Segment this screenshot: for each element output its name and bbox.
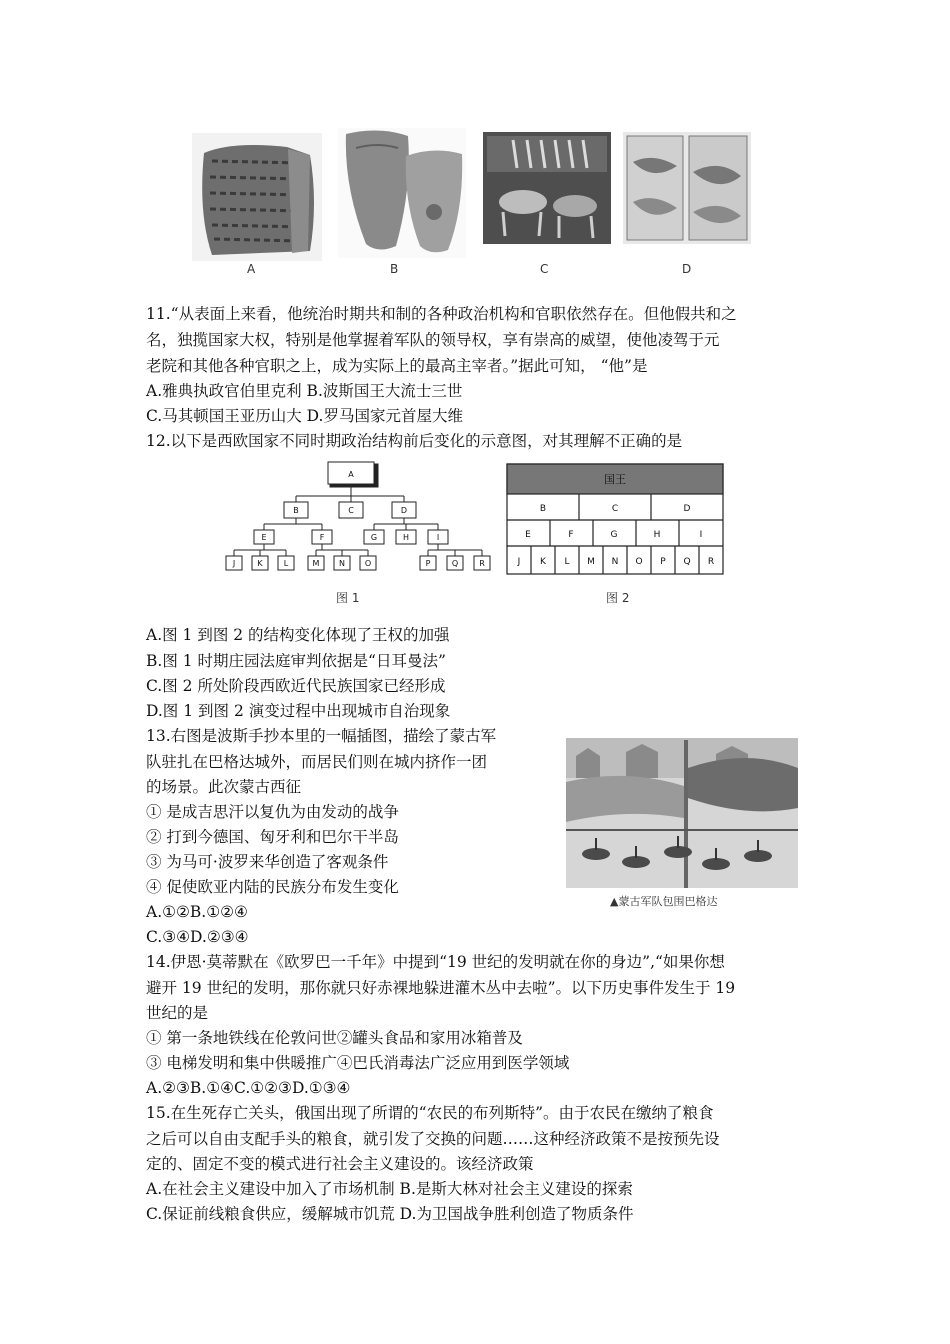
fig1-node-c: C: [348, 506, 354, 515]
fig2-node-h: H: [653, 530, 661, 540]
fig1-node-p: P: [425, 559, 431, 568]
q14-options: A.②③B.①④C.①②③D.①③④: [146, 1079, 351, 1097]
image-a-label: A: [247, 262, 256, 276]
q12-option-a: A.图 1 到图 2 的结构变化体现了王权的加强: [146, 626, 450, 644]
q14-item-1: ① 第一条地铁线在伦敦问世②罐头食品和家用冰箱普及: [146, 1029, 523, 1047]
q12-figure-2-table: [506, 463, 724, 575]
q15-option-cd: C.保证前线粮食供应，缓解城市饥荒 D.为卫国战争胜利创造了物质条件: [146, 1205, 634, 1223]
q12-option-b: B.图 1 时期庄园法庭审判依据是“日耳曼法”: [146, 652, 446, 670]
q13-option-ab: A.①②B.①②④: [146, 903, 248, 921]
fig2-node-p: P: [660, 557, 666, 567]
fig1-node-l: L: [283, 559, 289, 568]
q13-line-1: 13.右图是波斯手抄本里的一幅插图，描绘了蒙古军: [146, 727, 497, 745]
q13-option-cd: C.③④D.②③④: [146, 928, 249, 946]
fig1-node-a: A: [348, 470, 354, 479]
q14-line-2: 避开 19 世纪的发明，那你就只好赤裸地躲进灌木丛中去啦”。以下历史事件发生于 19: [146, 979, 736, 997]
fig2-node-l: L: [564, 557, 570, 567]
q13-item-1: ① 是成吉思汗以复仇为由发动的战争: [146, 803, 399, 821]
q12-stem: 12.以下是西欧国家不同时期政治结构前后变化的示意图，对其理解不正确的是: [146, 432, 683, 450]
fig1-node-e: E: [261, 533, 267, 542]
image-d-painting: [623, 132, 751, 244]
q11-line-1: 11.“从表面上来看，他统治时期共和制的各种政治机构和官职依然存在。但他假共和之: [146, 305, 737, 323]
fig1-node-k: K: [257, 559, 263, 568]
q12-option-c: C.图 2 所处阶段西欧近代民族国家已经形成: [146, 677, 446, 695]
q13-item-2: ② 打到今德国、匈牙利和巴尔干半岛: [146, 828, 399, 846]
fig2-node-f: F: [568, 530, 574, 540]
fig2-node-r: R: [707, 557, 715, 567]
siege-picture: [566, 738, 798, 888]
q12-figure-2-caption: 图 2: [606, 591, 630, 605]
q11-option-cd: C.马其顿国王亚历山大 D.罗马国家元首屋大维: [146, 407, 463, 425]
q14-line-1: 14.伊恩·莫蒂默在《欧罗巴一千年》中提到“19 世纪的发明就在你的身边”,“如果你想: [146, 953, 725, 971]
fig1-node-m: M: [312, 559, 320, 568]
q13-line-2: 队驻扎在巴格达城外，而居民们则在城内挤作一团: [146, 753, 488, 771]
q13-mongol-siege-illustration: [566, 738, 798, 888]
fig1-node-d: D: [400, 506, 408, 515]
fig2-node-c: C: [611, 504, 619, 514]
fig2-node-d: D: [683, 504, 691, 514]
q15-line-3: 定的、固定不变的模式进行社会主义建设的。该经济政策: [146, 1155, 534, 1173]
q14-line-3: 世纪的是: [146, 1004, 209, 1022]
image-c-relief: [483, 132, 611, 244]
q13-image-caption: ▲蒙古军队包围巴格达: [610, 895, 718, 908]
fig1-node-j: J: [232, 559, 236, 568]
clay-tablet-picture: [192, 133, 322, 261]
q12-figure-1-tree: [224, 458, 496, 580]
q15-line-1: 15.在生死存亡关头，俄国出现了所谓的“农民的布列斯特”。由于农民在缴纳了粮食: [146, 1104, 714, 1122]
fig1-node-f: F: [319, 533, 325, 542]
q11-line-2: 名，独揽国家大权，特别是他掌握着军队的领导权，享有崇高的威望，使他凌驾于元: [146, 331, 720, 349]
fig2-king: 国王: [604, 473, 626, 486]
relief-picture: [483, 132, 611, 244]
q15-option-ab: A.在社会主义建设中加入了市场机制 B.是斯大林对社会主义建设的探索: [146, 1180, 633, 1198]
fig1-node-h: H: [402, 533, 410, 542]
palette-picture: [338, 128, 466, 258]
fig2-node-o: O: [635, 557, 643, 567]
fig2-node-m: M: [587, 557, 595, 567]
image-a-clay-tablet: [192, 133, 322, 261]
image-b-label: B: [390, 262, 399, 276]
fig2-node-i: I: [699, 530, 703, 540]
fig1-node-o: O: [364, 559, 372, 568]
q13-item-3: ③ 为马可·波罗来华创造了客观条件: [146, 853, 389, 871]
q13-line-3: 的场景。此次蒙古西征: [146, 778, 302, 796]
fig1-node-i: I: [436, 533, 440, 542]
q13-item-4: ④ 促使欧亚内陆的民族分布发生变化: [146, 878, 399, 896]
q11-option-ab: A.雅典执政官伯里克利 B.波斯国王大流士三世: [146, 382, 463, 400]
q12-figure-1-caption: 图 1: [336, 591, 360, 605]
fig2-node-g: G: [610, 530, 618, 540]
fig2-node-j: J: [517, 557, 521, 567]
image-d-label: D: [682, 262, 692, 276]
image-b-palettes: [338, 128, 466, 258]
q11-line-3: 老院和其他各种官职之上，成为实际上的最高主宰者。”据此可知， “他”是: [146, 357, 648, 375]
fig2-node-e: E: [525, 530, 531, 540]
fig2-node-n: N: [611, 557, 619, 567]
painting-picture: [623, 132, 751, 244]
fig2-node-b: B: [539, 504, 547, 514]
fig1-node-n: N: [339, 559, 345, 568]
fig1-node-r: R: [479, 559, 485, 568]
fig1-node-g: G: [370, 533, 378, 542]
fig1-node-q: Q: [451, 559, 459, 568]
q15-line-2: 之后可以自由支配手头的粮食，就引发了交换的问题……这种经济政策不是按预先设: [146, 1130, 720, 1148]
fig2-node-k: K: [540, 557, 546, 567]
fig1-node-b: B: [293, 506, 299, 515]
q12-option-d: D.图 1 到图 2 演变过程中出现城市自治现象: [146, 702, 451, 720]
fig2-node-q: Q: [683, 557, 691, 567]
q14-item-2: ③ 电梯发明和集中供暖推广④巴氏消毒法广泛应用到医学领域: [146, 1054, 570, 1072]
image-c-label: C: [540, 262, 549, 276]
